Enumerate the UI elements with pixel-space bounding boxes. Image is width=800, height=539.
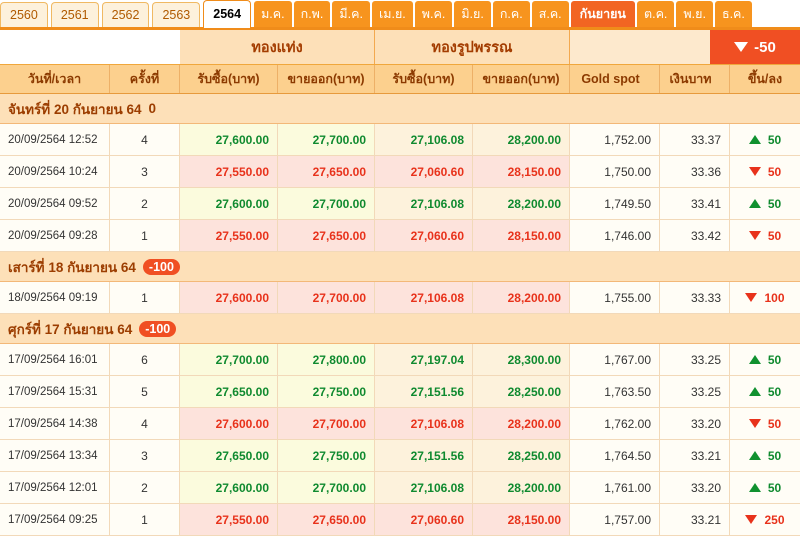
cell-ornament-sell: 28,200.00 <box>473 282 570 313</box>
group-header-spacer-right <box>570 30 710 64</box>
cell-change <box>730 156 800 187</box>
cell-datetime: 20/09/2564 10:24 <box>0 156 110 187</box>
cell-ornament-buy: 27,060.60 <box>375 220 473 251</box>
day-label: จันทร์ที่ 20 กันยายน 64 <box>8 101 142 117</box>
year-tab-label: 2562 <box>111 8 140 22</box>
cell-bar-buy: 27,600.00 <box>180 124 278 155</box>
cell-bar-buy: 27,600.00 <box>180 188 278 219</box>
month-tab-0[interactable] <box>254 1 292 27</box>
triangle-up-icon <box>749 135 761 144</box>
cell-ornament-sell: 28,200.00 <box>473 472 570 503</box>
cell-bar-buy: 27,600.00 <box>180 408 278 439</box>
cell-change <box>730 376 800 407</box>
cell-baht: 33.41 <box>660 188 730 219</box>
cell-times: 3 <box>110 156 180 187</box>
cell-times: 2 <box>110 188 180 219</box>
cell-ornament-buy: 27,060.60 <box>375 504 473 535</box>
cell-ornament-buy: 27,197.04 <box>375 344 473 375</box>
year-tab-2564[interactable] <box>203 0 251 28</box>
month-tab-label: ส.ค. <box>538 7 562 21</box>
group-header-spacer <box>0 30 180 64</box>
cell-times: 1 <box>110 504 180 535</box>
cell-bar-sell: 27,800.00 <box>278 344 375 375</box>
table-row[interactable] <box>0 188 800 220</box>
triangle-up-icon <box>749 451 761 460</box>
cell-times: 1 <box>110 220 180 251</box>
month-tab-7[interactable] <box>532 1 569 27</box>
cell-gold-spot: 1,755.00 <box>570 282 660 313</box>
triangle-down-icon <box>749 167 761 176</box>
cell-times: 4 <box>110 408 180 439</box>
month-tab-label: ต.ค. <box>643 7 668 21</box>
year-tab-2562[interactable] <box>102 2 150 27</box>
table-row[interactable] <box>0 440 800 472</box>
table-row[interactable] <box>0 504 800 536</box>
cell-ornament-sell: 28,150.00 <box>473 220 570 251</box>
change-value: 50 <box>767 384 782 399</box>
column-header-date[interactable]: วันที่/เวลา <box>0 65 110 93</box>
month-tab-group <box>254 1 754 27</box>
cell-baht: 33.36 <box>660 156 730 187</box>
column-header-bar-sell[interactable]: ขายออก(บาท) <box>278 65 375 93</box>
day-separator-row <box>0 314 800 344</box>
cell-datetime: 17/09/2564 12:01 <box>0 472 110 503</box>
column-header-bar-buy[interactable]: รับซื้อ(บาท) <box>180 65 278 93</box>
cell-baht: 33.25 <box>660 344 730 375</box>
cell-datetime: 20/09/2564 12:52 <box>0 124 110 155</box>
cell-gold-spot: 1,764.50 <box>570 440 660 471</box>
cell-ornament-buy: 27,151.56 <box>375 376 473 407</box>
change-value: 250 <box>764 512 785 527</box>
cell-ornament-sell: 28,150.00 <box>473 504 570 535</box>
year-tab-group <box>0 0 254 27</box>
cell-gold-spot: 1,763.50 <box>570 376 660 407</box>
cell-bar-sell: 27,700.00 <box>278 124 375 155</box>
cell-change <box>730 124 800 155</box>
day-change-badge: -100 <box>139 321 176 337</box>
cell-baht: 33.21 <box>660 504 730 535</box>
cell-times: 3 <box>110 440 180 471</box>
month-tab-6[interactable] <box>493 1 530 27</box>
table-row[interactable] <box>0 220 800 252</box>
table-row[interactable] <box>0 472 800 504</box>
month-tab-9[interactable] <box>637 1 674 27</box>
cell-gold-spot: 1,750.00 <box>570 156 660 187</box>
cell-baht: 33.33 <box>660 282 730 313</box>
month-tab-label: ก.ค. <box>499 7 523 21</box>
cell-times: 2 <box>110 472 180 503</box>
group-header-row <box>0 30 800 65</box>
month-tab-label: ม.ค. <box>261 7 285 21</box>
price-table-body <box>0 94 800 536</box>
cell-bar-sell: 27,700.00 <box>278 472 375 503</box>
cell-gold-spot: 1,761.00 <box>570 472 660 503</box>
cell-ornament-sell: 28,250.00 <box>473 440 570 471</box>
cell-baht: 33.21 <box>660 440 730 471</box>
change-value: 50 <box>767 196 782 211</box>
month-tab-label: พ.ค. <box>421 7 446 21</box>
month-tab-label: พ.ย. <box>683 7 706 21</box>
cell-datetime: 17/09/2564 15:31 <box>0 376 110 407</box>
cell-change <box>730 408 800 439</box>
cell-change <box>730 220 800 251</box>
cell-gold-spot: 1,762.00 <box>570 408 660 439</box>
cell-bar-sell: 27,650.00 <box>278 504 375 535</box>
cell-bar-sell: 27,700.00 <box>278 408 375 439</box>
month-tab-label: มิ.ย. <box>461 7 484 21</box>
month-tab-5[interactable] <box>454 1 491 27</box>
cell-bar-sell: 27,750.00 <box>278 376 375 407</box>
table-row[interactable] <box>0 156 800 188</box>
triangle-down-icon <box>734 42 748 52</box>
cell-ornament-sell: 28,150.00 <box>473 156 570 187</box>
triangle-up-icon <box>749 355 761 364</box>
change-value: 50 <box>767 228 782 243</box>
cell-gold-spot: 1,767.00 <box>570 344 660 375</box>
cell-bar-sell: 27,700.00 <box>278 282 375 313</box>
column-header-ornament-buy[interactable]: รับซื้อ(บาท) <box>375 65 473 93</box>
table-row[interactable] <box>0 376 800 408</box>
triangle-up-icon <box>749 483 761 492</box>
month-tab-label: มี.ค. <box>339 7 363 21</box>
cell-baht: 33.37 <box>660 124 730 155</box>
cell-change <box>730 472 800 503</box>
cell-datetime: 17/09/2564 13:34 <box>0 440 110 471</box>
triangle-down-icon <box>745 293 757 302</box>
cell-times: 1 <box>110 282 180 313</box>
cell-change <box>730 440 800 471</box>
cell-bar-buy: 27,550.00 <box>180 504 278 535</box>
cell-baht: 33.20 <box>660 472 730 503</box>
cell-ornament-buy: 27,151.56 <box>375 440 473 471</box>
group-header-bar-gold: ทองแท่ง <box>180 30 375 64</box>
cell-gold-spot: 1,749.50 <box>570 188 660 219</box>
cell-baht: 33.42 <box>660 220 730 251</box>
cell-ornament-sell: 28,200.00 <box>473 124 570 155</box>
year-tab-label: 2560 <box>10 8 38 22</box>
table-row[interactable] <box>0 282 800 314</box>
column-header-baht[interactable]: เงินบาท <box>660 65 730 93</box>
day-label: เสาร์ที่ 18 กันยายน 64 <box>8 259 136 275</box>
cell-ornament-buy: 27,106.08 <box>375 124 473 155</box>
today-change-value: -50 <box>754 38 776 56</box>
change-value: 50 <box>767 132 782 147</box>
column-header-row <box>0 65 800 94</box>
day-label: ศุกร์ที่ 17 กันยายน 64 <box>8 321 133 337</box>
cell-datetime: 20/09/2564 09:52 <box>0 188 110 219</box>
cell-datetime: 18/09/2564 09:19 <box>0 282 110 313</box>
year-tab-2561[interactable] <box>51 2 99 27</box>
month-tab-3[interactable] <box>372 1 413 27</box>
cell-ornament-sell: 28,200.00 <box>473 188 570 219</box>
year-tab-2563[interactable] <box>152 2 200 27</box>
day-change-badge: 0 <box>148 101 157 116</box>
cell-datetime: 17/09/2564 09:25 <box>0 504 110 535</box>
cell-ornament-sell: 28,300.00 <box>473 344 570 375</box>
month-tab-1[interactable] <box>294 1 331 27</box>
cell-datetime: 17/09/2564 14:38 <box>0 408 110 439</box>
cell-ornament-sell: 28,250.00 <box>473 376 570 407</box>
cell-datetime: 17/09/2564 16:01 <box>0 344 110 375</box>
cell-bar-sell: 27,650.00 <box>278 220 375 251</box>
cell-gold-spot: 1,757.00 <box>570 504 660 535</box>
cell-baht: 33.20 <box>660 408 730 439</box>
month-tab-label: ธ.ค. <box>721 7 745 21</box>
cell-bar-buy: 27,550.00 <box>180 156 278 187</box>
cell-bar-buy: 27,650.00 <box>180 440 278 471</box>
change-value: 100 <box>764 290 785 305</box>
cell-bar-buy: 27,700.00 <box>180 344 278 375</box>
cell-bar-buy: 27,650.00 <box>180 376 278 407</box>
cell-change <box>730 282 800 313</box>
cell-ornament-buy: 27,106.08 <box>375 282 473 313</box>
month-tab-11[interactable] <box>715 1 752 27</box>
change-value: 50 <box>767 480 782 495</box>
cell-bar-sell: 27,650.00 <box>278 156 375 187</box>
today-change-badge <box>710 30 800 64</box>
column-header-ornament-sell[interactable]: ขายออก(บาท) <box>473 65 570 93</box>
year-tab-2560[interactable] <box>0 2 48 27</box>
column-header-change[interactable]: ขึ้น/ลง <box>730 65 800 93</box>
year-tab-label: 2563 <box>162 8 191 22</box>
cell-bar-buy: 27,600.00 <box>180 282 278 313</box>
cell-ornament-buy: 27,106.08 <box>375 472 473 503</box>
cell-change <box>730 504 800 535</box>
cell-gold-spot: 1,746.00 <box>570 220 660 251</box>
cell-times: 5 <box>110 376 180 407</box>
cell-bar-sell: 27,750.00 <box>278 440 375 471</box>
day-separator-row <box>0 252 800 282</box>
triangle-down-icon <box>745 515 757 524</box>
table-row[interactable] <box>0 408 800 440</box>
change-value: 50 <box>767 164 782 179</box>
cell-baht: 33.25 <box>660 376 730 407</box>
table-row[interactable] <box>0 124 800 156</box>
year-tab-label: 2564 <box>213 7 242 21</box>
cell-ornament-buy: 27,060.60 <box>375 156 473 187</box>
cell-ornament-buy: 27,106.08 <box>375 188 473 219</box>
cell-change <box>730 188 800 219</box>
month-tab-label: เม.ย. <box>378 7 406 21</box>
cell-times: 4 <box>110 124 180 155</box>
change-value: 50 <box>767 448 782 463</box>
column-header-gold-spot[interactable]: Gold spot <box>570 65 660 93</box>
group-header-ornament-gold: ทองรูปพรรณ <box>375 30 570 64</box>
month-tab-4[interactable] <box>415 1 453 27</box>
cell-bar-sell: 27,700.00 <box>278 188 375 219</box>
month-tab-label: กันยายน <box>579 7 626 21</box>
cell-datetime: 20/09/2564 09:28 <box>0 220 110 251</box>
change-value: 50 <box>767 352 782 367</box>
year-tab-label: 2561 <box>60 8 89 22</box>
tabs-bar <box>0 0 800 30</box>
cell-ornament-buy: 27,106.08 <box>375 408 473 439</box>
cell-times: 6 <box>110 344 180 375</box>
triangle-up-icon <box>749 387 761 396</box>
cell-ornament-sell: 28,200.00 <box>473 408 570 439</box>
cell-gold-spot: 1,752.00 <box>570 124 660 155</box>
day-change-badge: -100 <box>143 259 180 275</box>
triangle-up-icon <box>749 199 761 208</box>
change-value: 50 <box>767 416 782 431</box>
month-tab-8[interactable] <box>571 1 635 27</box>
cell-bar-buy: 27,600.00 <box>180 472 278 503</box>
table-row[interactable] <box>0 344 800 376</box>
month-tab-label: ก.พ. <box>300 7 324 21</box>
triangle-down-icon <box>749 231 761 240</box>
month-tab-10[interactable] <box>676 1 713 27</box>
day-separator-row <box>0 94 800 124</box>
triangle-down-icon <box>749 419 761 428</box>
column-header-times[interactable]: ครั้งที่ <box>110 65 180 93</box>
month-tab-2[interactable] <box>332 1 370 27</box>
cell-bar-buy: 27,550.00 <box>180 220 278 251</box>
cell-change <box>730 344 800 375</box>
